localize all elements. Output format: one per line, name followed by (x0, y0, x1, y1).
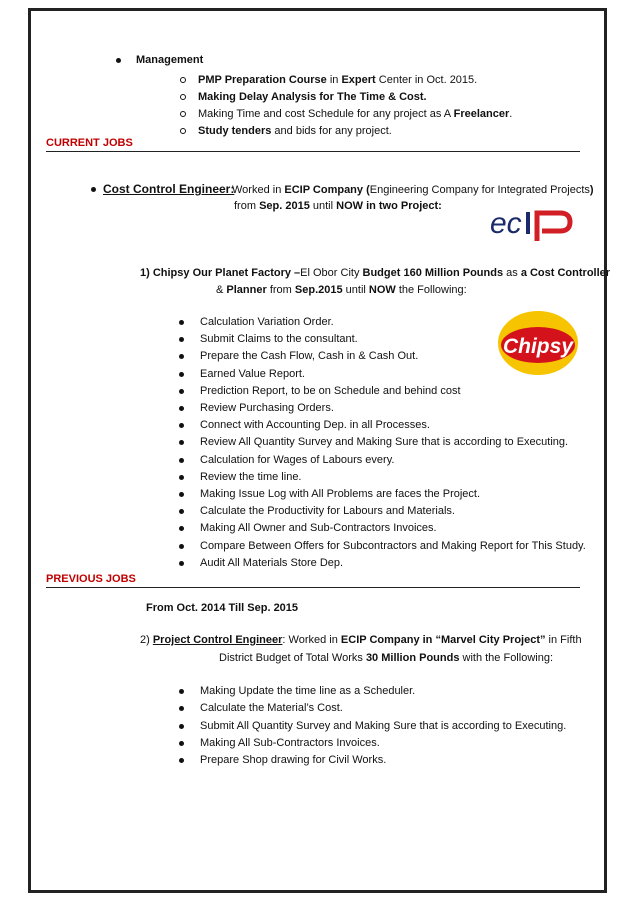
text-run: ECIP Company in “Marvel City Project” (340, 634, 546, 646)
text-run: until (309, 200, 337, 212)
bullet-icon (116, 58, 121, 63)
project2-line2 (219, 651, 553, 665)
text-run: 30 Million Pounds (365, 652, 460, 664)
task-item: Submit All Quantity Survey and Making Sure that is according to Executing. (200, 719, 567, 732)
text-run: Sep.2015 (294, 284, 343, 296)
task-item: Making Update the time line as a Scheduler. (200, 685, 416, 697)
ecip-logo-mark (537, 213, 570, 234)
text-run: Engineering Company for Integrated Projects (369, 184, 590, 196)
text-run: 2) (140, 634, 153, 646)
text-run: El Obor City (300, 267, 363, 279)
ecip-logo-mark (526, 212, 530, 234)
task-item: Making All Owner and Sub-Contractors Invoices. (200, 522, 437, 535)
text-run: Making Delay Analysis for The Time & Cost. (198, 91, 427, 103)
role-dates (234, 199, 442, 213)
management-item (198, 73, 477, 87)
bullet-icon (91, 187, 96, 192)
previous-jobs-heading: PREVIOUS JOBS (46, 573, 136, 585)
text-run: Budget 160 Million Pounds (362, 267, 504, 279)
project2-line1 (140, 633, 582, 647)
text-run: the Following: (395, 284, 467, 296)
bullet-icon (179, 389, 184, 394)
text-run: ECIP Company ( (284, 184, 370, 196)
task-item: Review All Quantity Survey and Making Sure that is according to Executing. (200, 436, 569, 449)
text-run: Study tenders (198, 125, 272, 137)
bullet-icon (179, 372, 184, 377)
chipsy-logo-text: Chipsy (502, 335, 574, 358)
role-description (232, 183, 594, 197)
text-run: and bids for any project. (271, 125, 392, 137)
task-item: Compare Between Offers for Subcontractors and Making Report for This Study. (200, 539, 586, 552)
task-item: Prediction Report, to be on Schedule and behind cost (200, 384, 461, 397)
text-run: a Cost Controller (520, 267, 611, 279)
text-run: in (326, 74, 342, 86)
text-run: Planner (226, 284, 267, 296)
task-item: Prepare the Cash Flow, Cash in & Cash Out. (200, 350, 419, 363)
task-item: Calculation for Wages of Labours every. (200, 453, 395, 466)
text-run: & (216, 284, 227, 296)
previous-dates: From Oct. 2014 Till Sep. 2015 (146, 602, 299, 614)
current-jobs-heading: CURRENT JOBS (46, 137, 133, 149)
text-run: 1) Chipsy Our Planet Factory – (140, 267, 301, 279)
text-run: District Budget of Total Works (219, 652, 366, 664)
management-item (198, 90, 427, 104)
role-title: Cost Control Engineer: (103, 182, 235, 196)
bullet-icon (179, 406, 184, 411)
text-run: in Fifth (545, 634, 582, 646)
task-item: Connect with Accounting Dep. in all Processes. (200, 419, 430, 432)
bullet-icon (179, 689, 184, 694)
bullet-icon (179, 492, 184, 497)
bullet-icon (179, 320, 184, 325)
bullet-icon (179, 458, 184, 463)
task-item: Making All Sub-Contractors Invoices. (200, 736, 380, 749)
task-item: Calculation Variation Order. (200, 316, 334, 328)
task-item: Calculate the Productivity for Labours and Materials. (200, 505, 455, 518)
text-run: Expert (341, 74, 376, 86)
text-run: : Worked in (282, 634, 341, 646)
text-run: from (266, 284, 295, 296)
text-run: NOW (368, 284, 396, 296)
management-item (198, 107, 512, 121)
chipsy-logo (496, 307, 580, 377)
task-item: Earned Value Report. (200, 367, 305, 380)
text-run: as (503, 267, 521, 279)
project1-line1 (140, 266, 610, 280)
management-heading: Management (136, 54, 204, 66)
task-item: Review Purchasing Orders. (200, 402, 334, 414)
text-run: . (509, 108, 513, 120)
ecip-logo (490, 203, 576, 243)
task-item: Audit All Materials Store Dep. (200, 556, 344, 569)
text-run: Project Control Engineer (152, 634, 283, 646)
text-run: PMP Preparation Course (198, 74, 327, 86)
task-item: Calculate the Material’s Cost. (200, 702, 343, 715)
text-run: Freelancer (453, 108, 510, 120)
text-run: Making Time and cost Schedule for any project as A (198, 108, 454, 120)
project1-line2 (216, 283, 467, 297)
circle-bullet-icon (180, 94, 186, 100)
text-run: ) (589, 184, 594, 196)
task-item: Prepare Shop drawing for Civil Works. (200, 754, 387, 767)
task-item: Review the time line. (200, 470, 302, 483)
section-divider (46, 151, 580, 152)
ecip-logo-text: ec (490, 207, 522, 240)
task-item: Submit Claims to the consultant. (200, 333, 358, 346)
text-run: Center in Oct. 2015. (375, 74, 478, 86)
section-divider (46, 587, 580, 588)
bullet-icon (179, 741, 184, 746)
bullet-icon (179, 724, 184, 729)
bullet-icon (179, 561, 184, 566)
bullet-icon (179, 475, 184, 480)
circle-bullet-icon (180, 77, 186, 83)
text-run: until (342, 284, 369, 296)
text-run: with the Following: (459, 652, 553, 664)
text-run: Sep. 2015 (259, 200, 310, 212)
text-run: from (234, 200, 260, 212)
task-item: Making Issue Log with All Problems are faces the Project. (200, 488, 481, 500)
text-run: NOW in two Project: (336, 200, 442, 212)
management-item (198, 124, 392, 138)
text-run: Worked in (232, 184, 285, 196)
circle-bullet-icon (180, 111, 186, 117)
circle-bullet-icon (180, 128, 186, 134)
bullet-icon (179, 544, 184, 549)
